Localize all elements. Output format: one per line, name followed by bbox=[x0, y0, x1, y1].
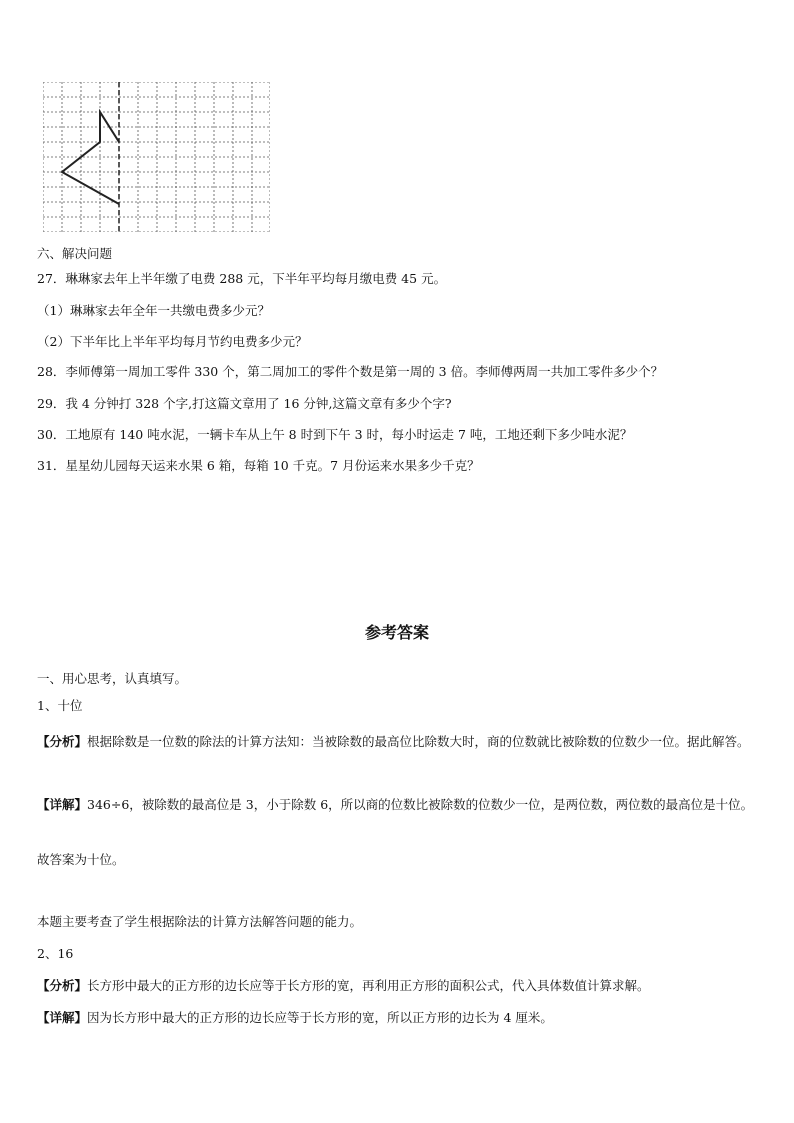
analysis-text: 根据除数是一位数的除法的计算方法知：当被除数的最高位比除数大时，商的位数就比被除数的位数少一位。据此解答。 bbox=[87, 734, 750, 749]
answer-2-label: 2、16 bbox=[37, 946, 74, 961]
detail-tag: 【详解】 bbox=[37, 797, 88, 812]
dashed-grid bbox=[43, 82, 270, 232]
answer-1-label: 1、十位 bbox=[37, 698, 83, 713]
answer-1-detail bbox=[37, 790, 757, 820]
answer-section-heading: 一、用心思考，认真填写。 bbox=[37, 671, 188, 686]
problem-30: 30．工地原有 140 吨水泥，一辆卡车从上午 8 时到下午 3 时，每小时运走 7 吨，工地还剩下多少吨水泥？ bbox=[37, 427, 633, 442]
answer-2-detail bbox=[37, 1009, 553, 1027]
answer-title: 参考答案 bbox=[364, 623, 429, 642]
analysis-text: 长方形中最大的正方形的边长应等于长方形的宽，再利用正方形的面积公式，代入具体数值计算求解。 bbox=[87, 978, 650, 993]
problem-28: 28．李师傅第一周加工零件 330 个，第二周加工的零件个数是第一周的 3 倍。李师傅两周一共加工零件多少个？ bbox=[37, 364, 664, 379]
answer-1-analysis bbox=[37, 727, 757, 757]
detail-text: 346÷6，被除数的最高位是 3，小于除数 6，所以商的位数比被除数的位数少一位，是两位数，两位数的最高位是十位。 bbox=[87, 797, 754, 812]
analysis-tag: 【分析】 bbox=[37, 978, 88, 993]
grid-figure bbox=[43, 82, 270, 232]
problem-27: 27．琳琳家去年上半年缴了电费 288 元，下半年平均每月缴电费 45 元。 bbox=[37, 271, 447, 286]
problem-29: 29．我 4 分钟打 328 个字,打这篇文章用了 16 分钟,这篇文章有多少个字? bbox=[37, 396, 452, 411]
problem-27-part-1: （1）琳琳家去年全年一共缴电费多少元？ bbox=[37, 303, 270, 318]
detail-text: 因为长方形中最大的正方形的边长应等于长方形的宽，所以正方形的边长为 4 厘米。 bbox=[87, 1010, 553, 1025]
detail-tag: 【详解】 bbox=[37, 1010, 88, 1025]
half-shape bbox=[62, 112, 119, 204]
answer-1-conclusion: 故答案为十位。 bbox=[37, 852, 125, 867]
answer-2-analysis bbox=[37, 977, 650, 995]
answer-1-comment: 本题主要考查了学生根据除法的计算方法解答问题的能力。 bbox=[37, 914, 363, 929]
problem-27-part-2: （2）下半年比上半年平均每月节约电费多少元？ bbox=[37, 334, 308, 349]
problem-31: 31．星星幼儿园每天运来水果 6 箱，每箱 10 千克。7 月份运来水果多少千克？ bbox=[37, 458, 480, 473]
analysis-tag: 【分析】 bbox=[37, 734, 88, 749]
section-heading-solve: 六、解决问题 bbox=[37, 246, 113, 261]
